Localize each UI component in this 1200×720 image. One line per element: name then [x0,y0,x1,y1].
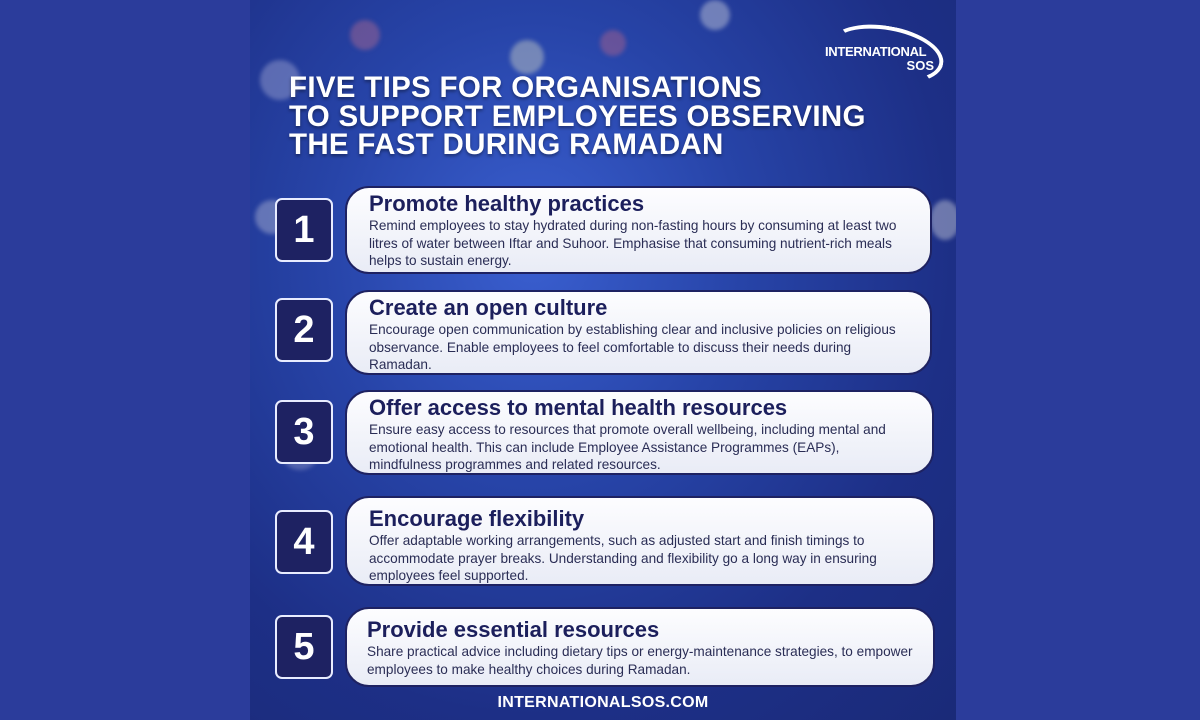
tip-heading: Create an open culture [369,295,608,320]
tip-card [345,496,935,586]
bokeh-light [930,200,956,240]
logo-text: INTERNATIONAL [825,44,927,59]
bokeh-light [700,0,730,30]
bokeh-light [600,30,626,56]
tip-body: Encourage open communication by establishing clear and inclusive policies on religious observance. Enable employees to feel comfortable to discuss their needs during Ramadan. [369,322,896,372]
infographic [250,0,956,720]
tip-number-badge: 1 [275,198,333,262]
tip-number-badge: 5 [275,615,333,679]
page-title [289,71,866,161]
tip-heading: Encourage flexibility [369,506,585,531]
website-link[interactable]: INTERNATIONALSOS.COM [497,694,709,711]
tip-number-badge: 3 [275,400,333,464]
tip-heading: Offer access to mental health resources [369,395,788,420]
title-line: FIVE TIPS FOR ORGANISATIONS [289,71,763,104]
logo-text: SOS [906,58,934,73]
tip-heading: Provide essential resources [367,617,660,642]
tip-number-badge: 2 [275,298,333,362]
bokeh-light [350,20,380,50]
tip-body: Ensure easy access to resources that promote overall wellbeing, including mental and emotional health. This can include Employee Assistance Programmes (EAPs), mindfulness programmes and related resources. [369,422,886,472]
title-line: THE FAST DURING RAMADAN [289,128,724,161]
tip-card [345,390,934,475]
title-line: TO SUPPORT EMPLOYEES OBSERVING [289,99,866,133]
tip-body: Offer adaptable working arrangements, such as adjusted start and finish timings to accommodate prayer breaks. Understanding and flexibility go a long way in ensuring employees feel supported. [369,533,877,583]
tip-heading: Promote healthy practices [369,191,645,216]
bokeh-light [510,40,544,74]
tip-card [345,607,935,687]
tip-number-badge: 4 [275,510,333,574]
tip-card [345,290,932,375]
tip-body: Share practical advice including dietary tips or energy-maintenance strategies, to empower employees to make healthy choices during Ramadan. [367,644,913,677]
tip-card [345,186,932,274]
tip-body: Remind employees to stay hydrated during non-fasting hours by consuming at least two litres of water between Iftar and Suhoor. Emphasise that consuming nutrient-rich meals helps to sustain energy. [369,218,897,268]
